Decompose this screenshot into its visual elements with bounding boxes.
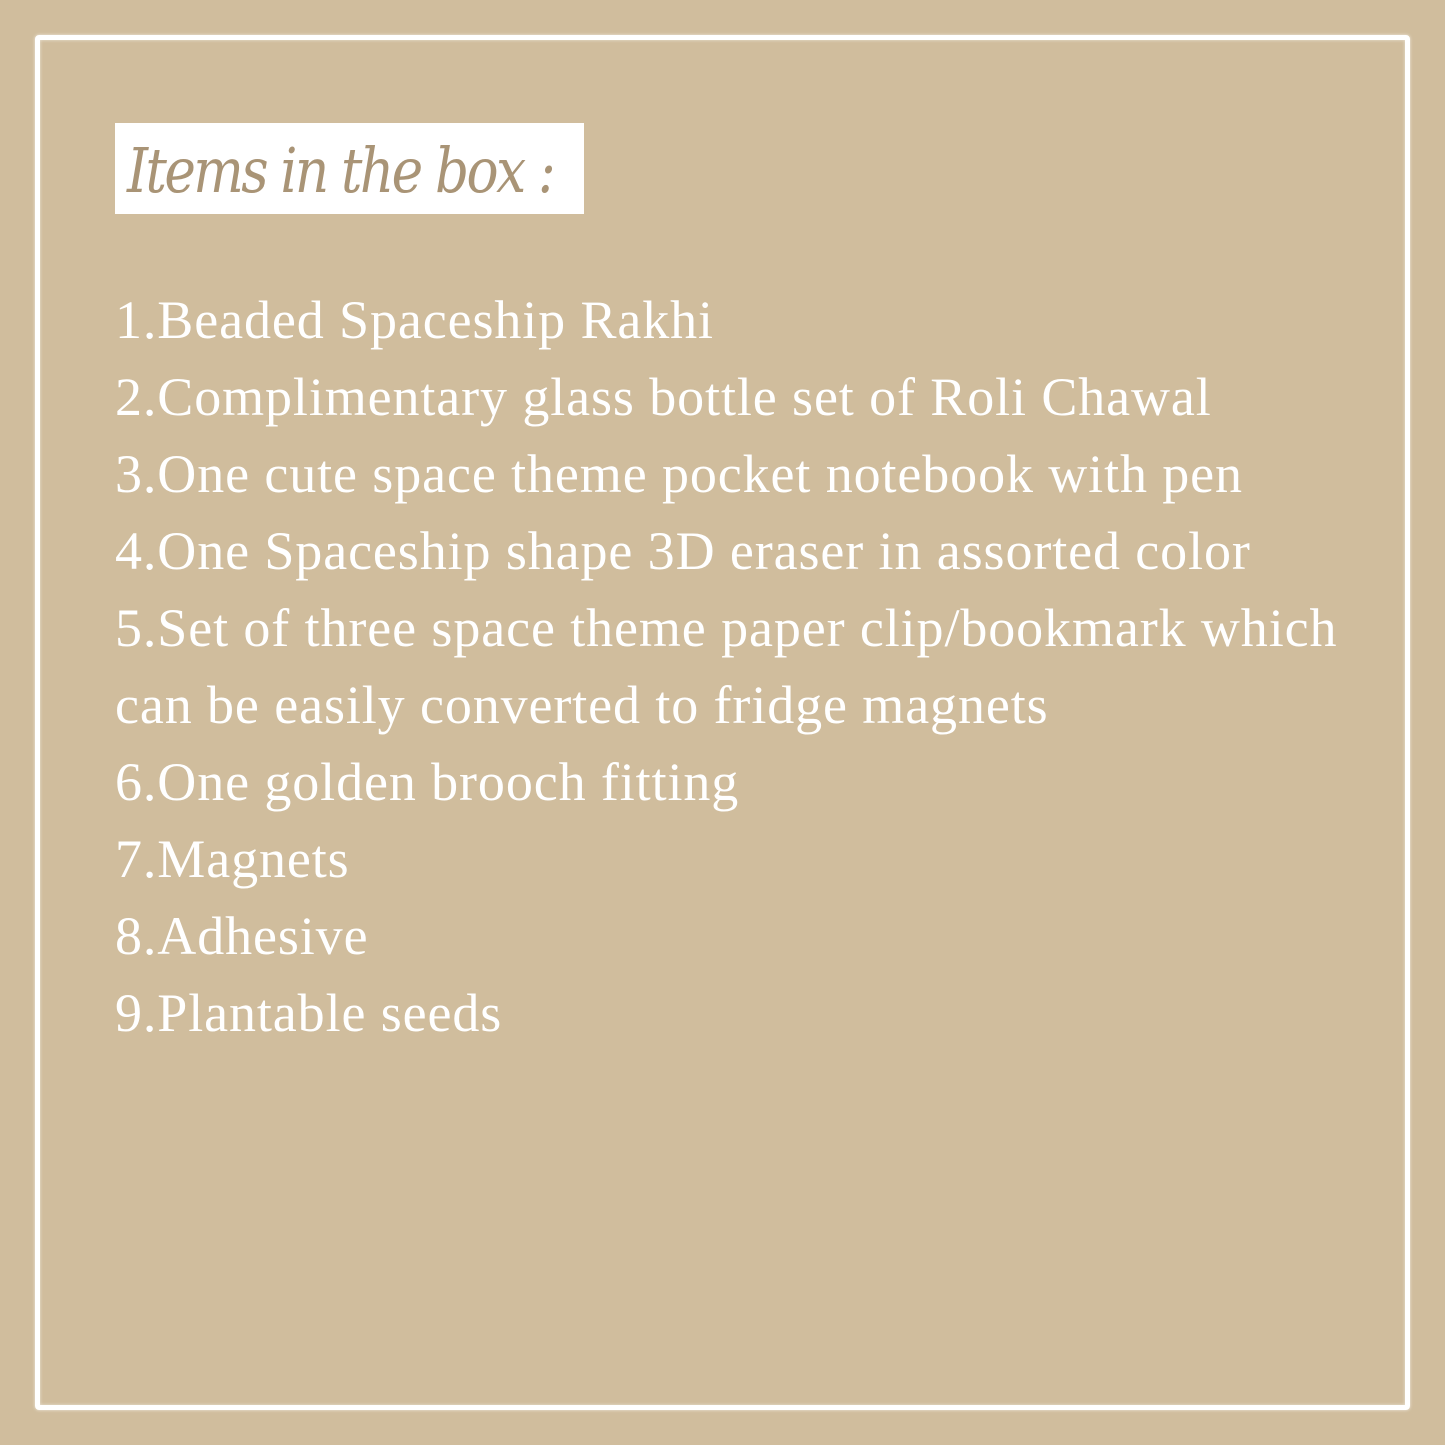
- title-box: [115, 123, 584, 214]
- items-list: [115, 282, 1345, 1052]
- title-text: Items in the box :: [127, 134, 554, 207]
- list-item: 8.Adhesive: [115, 906, 369, 966]
- list-item: 2.Complimentary glass bottle set of Roli Chawal: [115, 367, 1212, 427]
- list-item: 3.One cute space theme pocket notebook with pen: [115, 444, 1243, 504]
- list-item: 4.One Spaceship shape 3D eraser in assorted color: [115, 521, 1251, 581]
- list-item: 9.Plantable seeds: [115, 983, 503, 1043]
- list-item: 6.One golden brooch fitting: [115, 752, 740, 812]
- list-item: 1.Beaded Spaceship Rakhi: [115, 290, 714, 350]
- list-item: 5.Set of three space theme paper clip/bookmark which can be easily converted to fridge magnets: [115, 598, 1338, 735]
- list-item: 7.Magnets: [115, 829, 350, 889]
